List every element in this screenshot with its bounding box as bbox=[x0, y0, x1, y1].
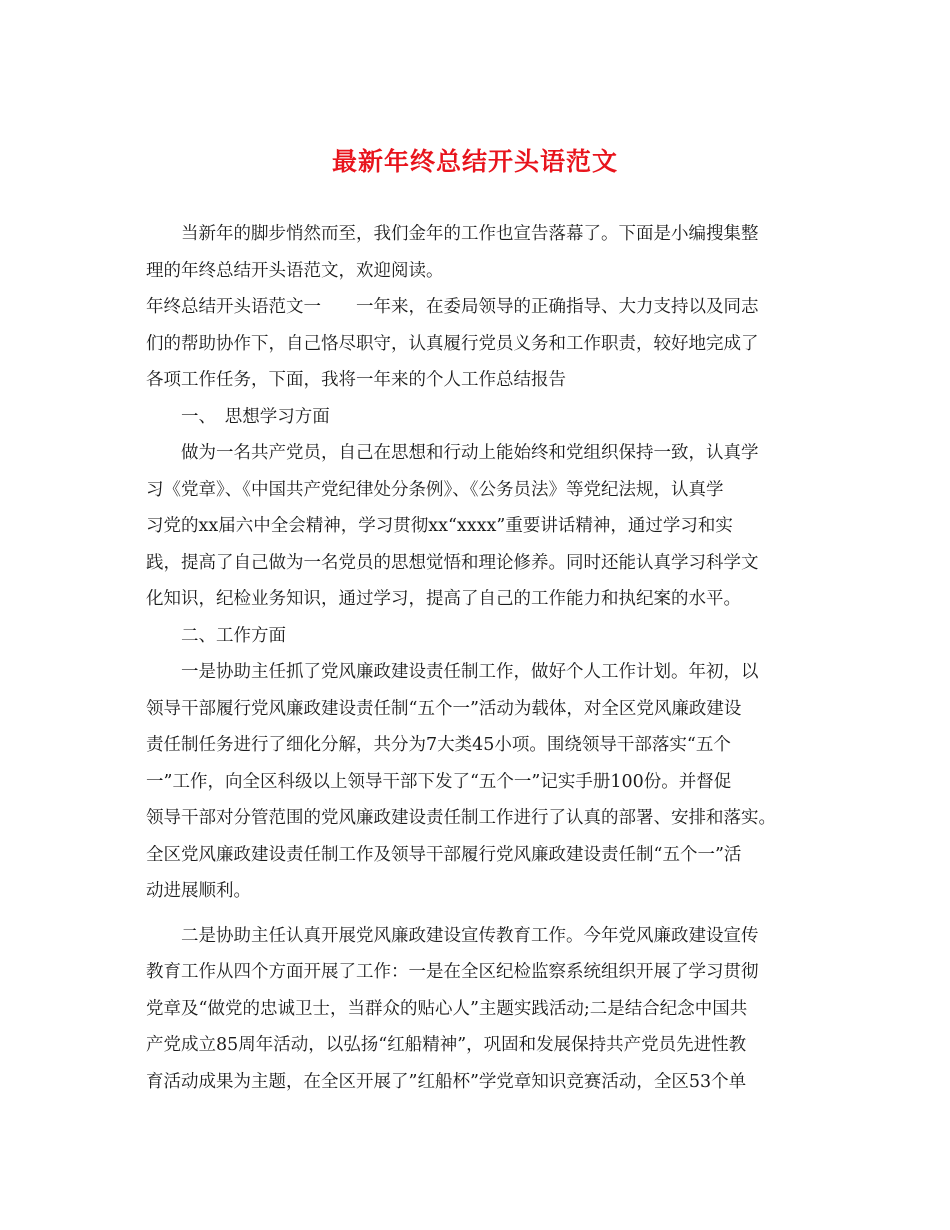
text-line: 二是协助主任认真开展党风廉政建设宣传教育工作。今年党风廉政建设宣传 bbox=[181, 925, 759, 946]
text-line: 化知识，纪检业务知识，通过学习，提高了自己的工作能力和执纪案的水平。 bbox=[146, 589, 741, 609]
text-line: 产党成立85周年活动，以弘扬“红船精神”，巩固和发展保持共产党员先进性教 bbox=[146, 1035, 747, 1055]
document-title: 最新年终总结开头语范文 bbox=[331, 147, 618, 176]
text-line: 做为一名共产党员，自己在思想和行动上能始终和党组织保持一致，认真学 bbox=[181, 443, 759, 463]
text-line: 领导干部履行党风廉政建设责任制“五个一”活动为载体，对全区党风廉政建设 bbox=[146, 698, 742, 719]
text-line: 全区党风廉政建设责任制工作及领导干部履行党风廉政建设责任制“五个一”活 bbox=[146, 844, 742, 865]
text-line: 二、工作方面 bbox=[181, 625, 286, 646]
text-line: 践，提高了自己做为一名党员的思想觉悟和理论修养。同时还能认真学习科学文 bbox=[146, 552, 759, 573]
text-line: 育活动成果为主题，在全区开展了”红船杯”学党章知识竞赛活动，全区53个单 bbox=[146, 1071, 747, 1092]
text-line: 年终总结开头语范文一 一年来，在委局领导的正确指导、大力支持以及同志 bbox=[146, 297, 759, 317]
document-body bbox=[146, 216, 806, 1100]
text-line: 习党的xx届六中全会精神，学习贯彻xx“xxxx”重要讲话精神，通过学习和实 bbox=[146, 516, 733, 536]
text-line: 领导干部对分管范围的党风廉政建设责任制工作进行了认真的部署、安排和落实。 bbox=[146, 808, 776, 828]
text-line: 一”工作，向全区科级以上领导干部下发了“五个一”记实手册100份。并督促 bbox=[146, 771, 732, 792]
text-line: 党章及“做党的忠诚卫士，当群众的贴心人”主题实践活动;二是结合纪念中国共 bbox=[146, 998, 748, 1019]
text-line: 当新年的脚步悄然而至，我们金年的工作也宣告落幕了。下面是小编搜集整 bbox=[181, 224, 759, 244]
text-line: 动进展顺利。 bbox=[146, 881, 251, 901]
text-line: 们的帮助协作下，自己恪尽职守，认真履行党员义务和工作职责，较好地完成了 bbox=[146, 333, 759, 354]
text-line: 一、 思想学习方面 bbox=[181, 406, 330, 427]
text-line: 一是协助主任抓了党风廉政建设责任制工作，做好个人工作计划。年初，以 bbox=[181, 662, 759, 682]
text-line: 理的年终总结开头语范文，欢迎阅读。 bbox=[146, 260, 444, 281]
text-line: 习《党章》、《中国共产党纪律处分条例》、《公务员法》等党纪法规，认真学 bbox=[146, 479, 724, 500]
text-line: 责任制任务进行了细化分解，共分为7大类45小项。围绕领导干部落实“五个 bbox=[146, 735, 731, 755]
text-line: 教育工作从四个方面开展了工作：一是在全区纪检监察系统组织开展了学习贯彻 bbox=[146, 962, 759, 982]
text-line: 各项工作任务，下面，我将一年来的个人工作总结报告 bbox=[146, 370, 566, 390]
paragraph-gap bbox=[146, 910, 806, 918]
